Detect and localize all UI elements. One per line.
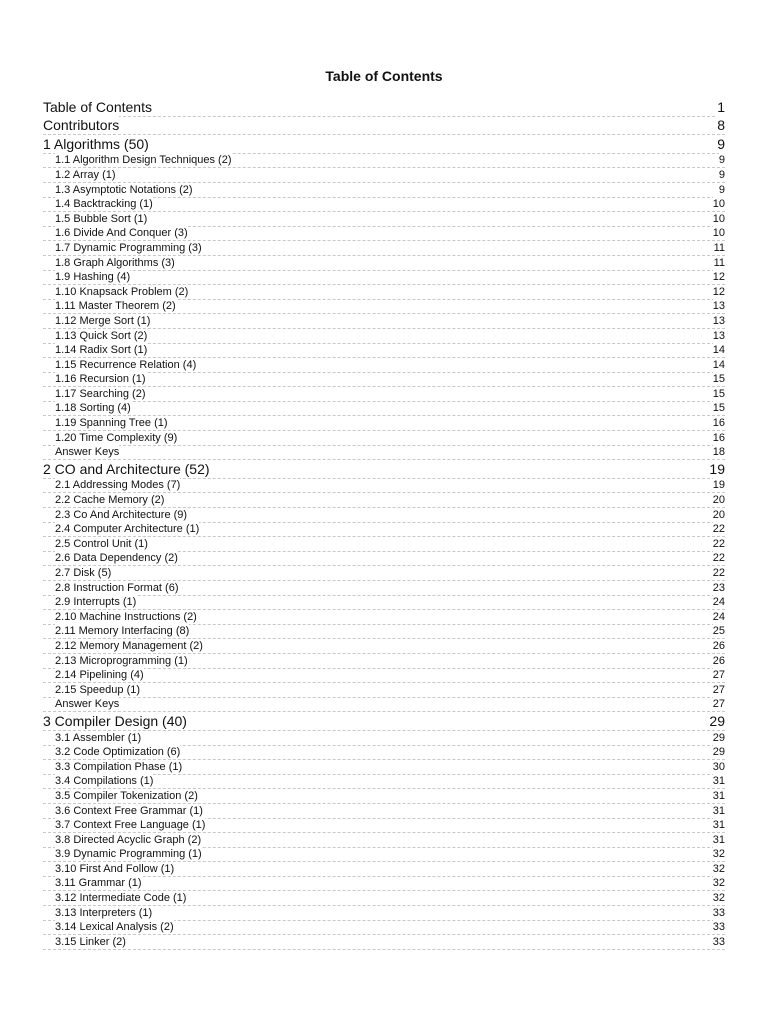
toc-section-entry[interactable]	[43, 731, 725, 746]
toc-chapter-entry[interactable]	[43, 117, 725, 136]
toc-entry-title: 1.7 Dynamic Programming (3)	[55, 241, 202, 254]
toc-entry-title: 1.20 Time Complexity (9)	[55, 431, 178, 444]
toc-entry-title: 1.1 Algorithm Design Techniques (2)	[55, 154, 232, 167]
toc-entry-title: 1.10 Knapsack Problem (2)	[55, 285, 189, 298]
toc-entry-page-number: 22	[712, 523, 725, 536]
toc-entry-page-number: 31	[712, 819, 725, 832]
toc-entry-page-number: 11	[713, 241, 725, 254]
toc-section-entry[interactable]	[43, 479, 725, 494]
toc-section-entry[interactable]	[43, 227, 725, 242]
toc-entry-title: 1.13 Quick Sort (2)	[55, 329, 148, 342]
toc-section-entry[interactable]	[43, 862, 725, 877]
toc-entry-page-number: 32	[712, 862, 725, 875]
toc-section-entry[interactable]	[43, 183, 725, 198]
toc-entry-page-number: 1	[717, 98, 725, 115]
toc-entry-title: 3.6 Context Free Grammar (1)	[55, 804, 203, 817]
toc-section-entry[interactable]	[43, 848, 725, 863]
toc-entry-title: 2.15 Speedup (1)	[55, 683, 141, 696]
toc-entry-page-number: 32	[712, 877, 725, 890]
toc-entry-page-number: 20	[712, 494, 725, 507]
toc-section-entry[interactable]	[43, 300, 725, 315]
toc-entry-title: 2.14 Pipelining (4)	[55, 669, 144, 682]
toc-entry-title: 2.7 Disk (5)	[55, 567, 112, 579]
toc-entry-page-number: 13	[712, 314, 725, 327]
toc-entry-page-number: 32	[712, 848, 725, 861]
toc-section-entry[interactable]	[43, 935, 725, 950]
toc-section-entry[interactable]	[43, 212, 725, 227]
toc-entry-page-number: 31	[712, 775, 725, 788]
toc-section-entry[interactable]	[43, 906, 725, 921]
toc-entry-title: 3.11 Grammar (1)	[55, 877, 142, 890]
toc-section-entry[interactable]	[43, 344, 725, 359]
toc-section-entry[interactable]	[43, 446, 725, 461]
toc-entry-title: 1.14 Radix Sort (1)	[55, 344, 148, 357]
toc-entry-title: 3.13 Interpreters (1)	[55, 906, 153, 919]
toc-section-entry[interactable]	[43, 610, 725, 625]
toc-section-entry[interactable]	[43, 819, 725, 834]
toc-entry-title: 2.8 Instruction Format (6)	[55, 581, 179, 594]
toc-section-entry[interactable]	[43, 493, 725, 508]
toc-entry-page-number: 8	[717, 117, 725, 134]
toc-entry-title: 3.3 Compilation Phase (1)	[55, 760, 183, 773]
toc-entry-page-number: 29	[712, 731, 725, 744]
toc-section-entry[interactable]	[43, 625, 725, 640]
toc-entry-page-number: 27	[712, 669, 725, 682]
toc-section-entry[interactable]	[43, 373, 725, 388]
toc-entry-title: 2.13 Microprogramming (1)	[55, 654, 188, 667]
toc-entry-title: Answer Keys	[55, 698, 120, 711]
toc-entry-title: Answer Keys	[55, 446, 120, 459]
toc-entry-title: 1.12 Merge Sort (1)	[55, 314, 151, 327]
toc-section-entry[interactable]	[43, 154, 725, 169]
toc-section-entry[interactable]	[43, 314, 725, 329]
toc-chapter-entry[interactable]	[43, 712, 725, 731]
toc-entry-title: 3 Compiler Design (40)	[43, 712, 187, 729]
toc-entry-title: 2.5 Control Unit (1)	[55, 537, 148, 550]
toc-entry-title: 2.11 Memory Interfacing (8)	[55, 625, 190, 638]
toc-entry-page-number: 18	[712, 446, 725, 459]
toc-entry-page-number: 32	[712, 892, 725, 905]
toc-entry-title: 2.6 Data Dependency (2)	[55, 552, 178, 565]
toc-entry-page-number: 26	[712, 639, 725, 652]
toc-section-entry[interactable]	[43, 358, 725, 373]
toc-section-entry[interactable]	[43, 760, 725, 775]
toc-section-entry[interactable]	[43, 552, 725, 567]
toc-entry-page-number: 14	[712, 344, 725, 357]
toc-entry-title: 3.9 Dynamic Programming (1)	[55, 848, 202, 861]
toc-entry-page-number: 13	[712, 300, 725, 313]
toc-entry-page-number: 33	[712, 935, 725, 948]
toc-entry-title: 1.16 Recursion (1)	[55, 373, 146, 386]
toc-entry-title: 2.9 Interrupts (1)	[55, 596, 137, 609]
toc-entry-page-number: 19	[712, 479, 725, 492]
page-title: Table of Contents	[325, 68, 443, 84]
toc-entry-title: 3.4 Compilations (1)	[55, 775, 154, 788]
toc-section-entry[interactable]	[43, 877, 725, 892]
toc-section-entry[interactable]	[43, 804, 725, 819]
toc-section-entry[interactable]	[43, 654, 725, 669]
toc-entry-title: 1.2 Array (1)	[55, 168, 116, 181]
toc-entry-title: 1.11 Master Theorem (2)	[55, 300, 176, 313]
toc-entry-page-number: 33	[712, 921, 725, 934]
toc-entry-title: 3.5 Compiler Tokenization (2)	[55, 789, 198, 802]
toc-entry-page-number: 14	[712, 358, 725, 371]
toc-entry-page-number: 9	[717, 135, 725, 152]
toc-section-entry[interactable]	[43, 241, 725, 256]
toc-entry-title: 3.12 Intermediate Code (1)	[55, 892, 187, 905]
toc-entry-title: 1.19 Spanning Tree (1)	[55, 417, 168, 430]
toc-section-entry[interactable]	[43, 508, 725, 523]
toc-entry-title: 1.5 Bubble Sort (1)	[55, 212, 148, 225]
toc-section-entry[interactable]	[43, 285, 725, 300]
toc-section-entry[interactable]	[43, 639, 725, 654]
toc-entry-page-number: 16	[712, 431, 725, 444]
toc-entry-page-number: 31	[712, 804, 725, 817]
toc-entry-page-number: 19	[709, 460, 725, 477]
toc-entry-page-number: 9	[718, 154, 725, 167]
toc-section-entry[interactable]	[43, 271, 725, 286]
toc-entry-title: 2.10 Machine Instructions (2)	[55, 610, 197, 623]
toc-section-entry[interactable]	[43, 256, 725, 271]
toc-section-entry[interactable]	[43, 523, 725, 538]
toc-entry-page-number: 12	[712, 271, 725, 284]
toc-entry-page-number: 10	[712, 227, 725, 240]
toc-section-entry[interactable]	[43, 168, 725, 183]
toc-entry-page-number: 33	[712, 906, 725, 919]
toc-entry-page-number: 25	[712, 625, 725, 638]
toc-chapter-entry[interactable]	[43, 460, 725, 479]
toc-section-entry[interactable]	[43, 669, 725, 684]
toc-section-entry[interactable]	[43, 698, 725, 713]
toc-section-entry[interactable]	[43, 416, 725, 431]
toc-entry-page-number: 15	[712, 373, 725, 386]
toc-entry-title: Contributors	[43, 117, 120, 134]
toc-entry-title: 3.1 Assembler (1)	[55, 731, 142, 744]
toc-entry-title: 1.6 Divide And Conquer (3)	[55, 227, 188, 240]
toc-entry-page-number: 15	[712, 387, 725, 400]
toc-entry-title: 1.4 Backtracking (1)	[55, 198, 153, 211]
toc-entry-page-number: 12	[712, 285, 725, 298]
toc-section-entry[interactable]	[43, 537, 725, 552]
toc-entry-page-number: 10	[712, 212, 725, 225]
toc-entry-page-number: 22	[712, 567, 725, 579]
toc-section-entry[interactable]	[43, 775, 725, 790]
toc-entry-title: 1.18 Sorting (4)	[55, 402, 131, 415]
toc-entry-title: 3.7 Context Free Language (1)	[55, 819, 206, 832]
toc-entry-page-number: 27	[712, 698, 725, 711]
toc-entry-title: 1.8 Graph Algorithms (3)	[55, 256, 175, 269]
toc-entry-page-number: 20	[712, 508, 725, 521]
toc-section-entry[interactable]	[43, 402, 725, 417]
toc-chapter-entry[interactable]	[43, 98, 725, 117]
toc-entry-page-number: 24	[712, 610, 725, 623]
toc-entry-page-number: 11	[713, 256, 725, 269]
toc-entry-page-number: 31	[712, 833, 725, 846]
toc-section-entry[interactable]	[43, 566, 725, 581]
toc-entry-title: 2.2 Cache Memory (2)	[55, 494, 165, 507]
toc-entry-title: 1.15 Recurrence Relation (4)	[55, 358, 197, 371]
toc-entry-page-number: 15	[712, 402, 725, 415]
toc-entry-title: 2 CO and Architecture (52)	[43, 460, 210, 477]
toc-entry-title: 3.14 Lexical Analysis (2)	[55, 921, 174, 934]
toc-section-entry[interactable]	[43, 329, 725, 344]
toc-section-entry[interactable]	[43, 921, 725, 936]
toc-entry-page-number: 16	[712, 417, 725, 430]
toc-entry-title: Table of Contents	[43, 98, 152, 115]
toc-entry-page-number: 23	[712, 581, 725, 594]
toc-section-entry[interactable]	[43, 581, 725, 596]
toc-entry-page-number: 24	[712, 596, 725, 609]
toc-section-entry[interactable]	[43, 833, 725, 848]
toc-entry-page-number: 9	[718, 183, 725, 196]
toc-entry-title: 3.8 Directed Acyclic Graph (2)	[55, 833, 202, 846]
toc-entry-page-number: 10	[712, 198, 725, 211]
toc-entry-page-number: 27	[712, 683, 725, 696]
toc-entry-title: 2.1 Addressing Modes (7)	[55, 479, 181, 492]
toc-entry-page-number: 22	[712, 537, 725, 550]
toc-entry-page-number: 22	[712, 552, 725, 565]
toc-entry-page-number: 29	[712, 746, 725, 759]
toc-entry-title: 1.3 Asymptotic Notations (2)	[55, 183, 193, 196]
toc-section-entry[interactable]	[43, 431, 725, 446]
toc-section-entry[interactable]	[43, 596, 725, 611]
table-of-contents	[43, 98, 725, 950]
toc-section-entry[interactable]	[43, 746, 725, 761]
toc-entry-title: 2.4 Computer Architecture (1)	[55, 523, 200, 536]
toc-entry-page-number: 30	[712, 760, 725, 773]
toc-entry-title: 3.2 Code Optimization (6)	[55, 746, 181, 759]
toc-entry-title: 1 Algorithms (50)	[43, 135, 149, 152]
toc-entry-title: 2.3 Co And Architecture (9)	[55, 508, 188, 521]
toc-entry-page-number: 13	[712, 329, 725, 342]
toc-section-entry[interactable]	[43, 891, 725, 906]
toc-entry-page-number: 29	[709, 712, 725, 729]
toc-entry-title: 1.9 Hashing (4)	[55, 271, 131, 284]
toc-chapter-entry[interactable]	[43, 135, 725, 154]
toc-entry-page-number: 31	[712, 789, 725, 802]
toc-section-entry[interactable]	[43, 387, 725, 402]
toc-entry-title: 2.12 Memory Management (2)	[55, 639, 203, 652]
toc-entry-page-number: 26	[712, 654, 725, 667]
toc-entry-title: 1.17 Searching (2)	[55, 387, 146, 400]
toc-entry-title: 3.15 Linker (2)	[55, 935, 126, 948]
toc-entry-page-number: 9	[718, 168, 725, 181]
toc-section-entry[interactable]	[43, 683, 725, 698]
toc-entry-title: 3.10 First And Follow (1)	[55, 862, 175, 875]
toc-section-entry[interactable]	[43, 198, 725, 213]
toc-section-entry[interactable]	[43, 789, 725, 804]
